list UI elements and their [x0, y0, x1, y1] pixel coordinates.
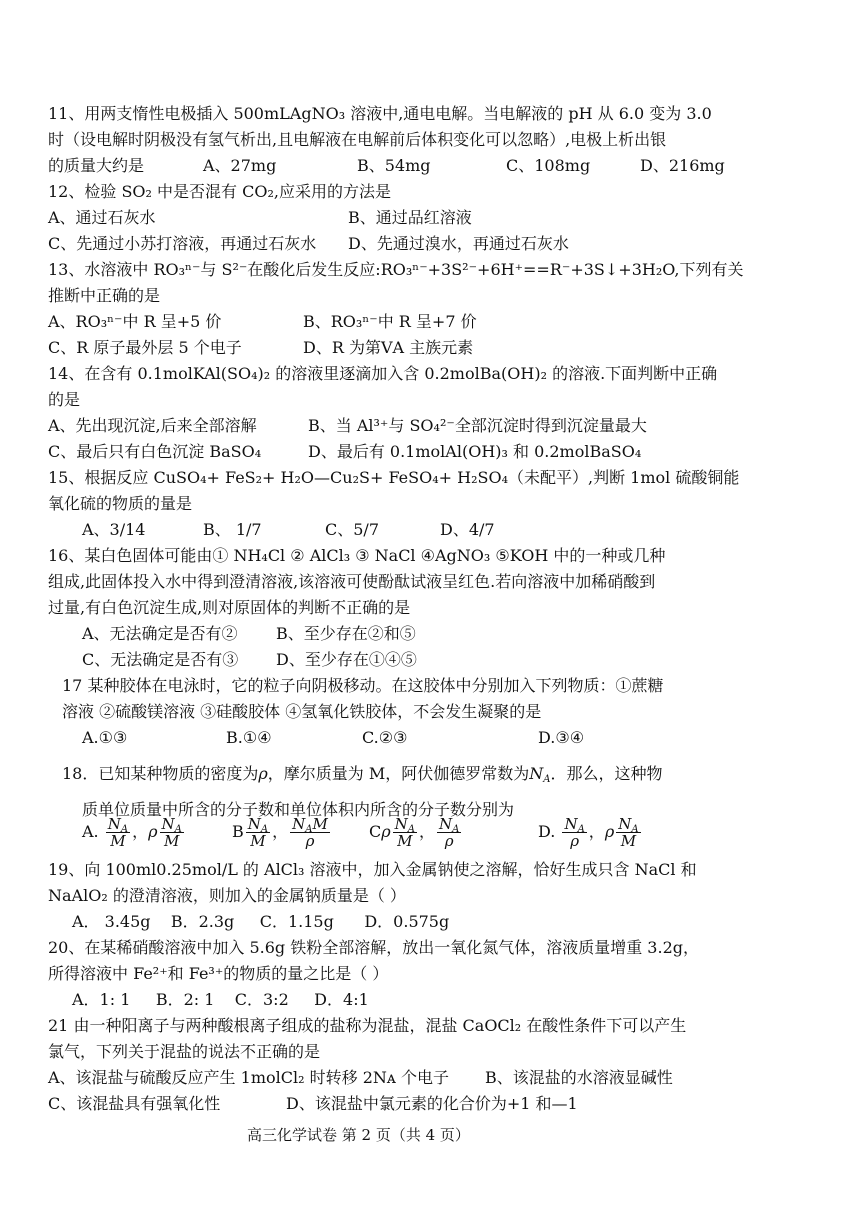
q16-option-c: C、无法确定是否有③ — [82, 650, 239, 669]
q15-line1: 15、根据反应 CuSO₄+ FeS₂+ H₂O—Cu₂S+ FeSO₄+ H₂SO₄（未配平）,判断 1mol 硫酸铜能 — [48, 468, 740, 487]
q15-option-d: D、4/7 — [440, 520, 495, 539]
q18-option-d — [538, 812, 643, 852]
q16-option-a: A、无法确定是否有② — [82, 624, 238, 643]
q17-option-d: D.③④ — [538, 728, 585, 747]
q18-text-b: ，摩尔质量为 M，阿伏伽德罗常数为 — [267, 764, 530, 783]
q13-option-b: B、RO₃ⁿ⁻中 R 呈+7 价 — [303, 312, 477, 331]
q18-option-a-label: A. — [82, 822, 99, 841]
q20-options: A．1: 1 B．2: 1 C．3:2 D．4:1 — [72, 990, 369, 1009]
q18-option-c — [369, 812, 463, 852]
q15-option-b: B、 1/7 — [203, 520, 262, 539]
q16-line2: 组成,此固体投入水中得到澄清溶液,该溶液可使酚酞试液呈红色.若向溶液中加稀硝酸到 — [48, 572, 656, 591]
q18-rho: ρ — [381, 822, 391, 841]
comma: ， — [419, 822, 436, 841]
q18-rho: ρ — [148, 822, 158, 841]
q18-option-d-label: D. — [538, 822, 556, 841]
q17-line2: 溶液 ②硫酸镁溶液 ③硅酸胶体 ④氢氧化铁胶体，不会发生凝聚的是 — [62, 702, 542, 721]
q18-rho: ρ — [258, 764, 268, 783]
q14-option-d: D、最后有 0.1molAl(OH)₃ 和 0.2molBaSO₄ — [308, 442, 642, 461]
q14-line1: 14、在含有 0.1molKAl(SO₄)₂ 的溶液里逐滴加入含 0.2molBa(OH)₂ 的溶液.下面判断中正确 — [48, 364, 718, 383]
q11-line2: 时（设电解时阴极没有氢气析出,且电解液在电解前后体积变化可以忽略）,电极上析出银 — [48, 130, 667, 149]
q18-text-c: ．那么，这种物 — [550, 764, 663, 783]
q16-line3: 过量,有白色沉淀生成,则对原固体的判断不正确的是 — [48, 598, 411, 617]
q12-option-c: C、先通过小苏打溶液，再通过石灰水 — [48, 234, 317, 253]
q15-option-a: A、3/14 — [82, 520, 146, 539]
q12-line1: 12、检验 SO₂ 中是否混有 CO₂,应采用的方法是 — [48, 182, 391, 201]
q21-line1: 21 由一种阳离子与两种酸根离子组成的盐称为混盐，混盐 CaOCl₂ 在酸性条件下可以产生 — [48, 1016, 687, 1035]
q17-option-b: B.①④ — [226, 728, 272, 747]
q15-line2: 氧化硫的物质的量是 — [48, 494, 193, 513]
q17-option-a: A.①③ — [82, 728, 128, 747]
q19-line1: 19、向 100ml0.25mol/L 的 AlCl₃ 溶液中，加入金属钠使之溶解，恰好生成只含 NaCl 和 — [48, 860, 697, 879]
q18-na-sub: A — [543, 774, 551, 785]
q18-option-a — [82, 812, 186, 852]
q16-option-d: D、至少存在①④⑤ — [276, 650, 417, 669]
q14-option-c: C、最后只有白色沉淀 BaSO₄ — [48, 442, 262, 461]
q13-option-a: A、RO₃ⁿ⁻中 R 呈+5 价 — [48, 312, 222, 331]
q13-line1: 13、水溶液中 RO₃ⁿ⁻与 S²⁻在酸化后发生反应:RO₃ⁿ⁻+3S²⁻+6H⁺==R⁻+3S↓+3H₂O,下列有关 — [48, 260, 744, 279]
q21-option-c: C、该混盐具有强氧化性 — [48, 1094, 221, 1113]
q11-option-a: A、27mg — [203, 156, 277, 175]
q12-option-a: A、通过石灰水 — [48, 208, 156, 227]
q18-line1 — [62, 764, 663, 784]
q11-line3-text: 的质量大约是 — [48, 156, 145, 175]
q21-option-a: A、该混盐与硫酸反应产生 1molCl₂ 时转移 2Nᴀ 个电子 — [48, 1068, 449, 1087]
fraction-na-over-rho: $\frac{N_A}{\rho}$ — [564, 815, 585, 850]
comma: ， — [588, 822, 605, 841]
q17-option-c: C.②③ — [362, 728, 408, 747]
q12-option-d: D、先通过溴水，再通过石灰水 — [348, 234, 569, 253]
fraction-na-over-m: $\frac{N_A}{M}$ — [247, 815, 269, 850]
q18-rho: ρ — [604, 822, 615, 841]
q11-option-c: C、108mg — [506, 156, 591, 175]
q21-line2: 氯气，下列关于混盐的说法不正确的是 — [48, 1042, 321, 1061]
q21-option-d: D、该混盐中氯元素的化合价为+1 和—1 — [286, 1094, 578, 1113]
q18-line2: 质单位质量中所含的分子数和单位体积内所含的分子数分别为 — [82, 800, 515, 819]
q14-line2: 的是 — [48, 390, 81, 409]
comma: ， — [272, 822, 289, 841]
fraction-na-over-m: $\frac{N_A}{M}$ — [161, 815, 182, 850]
fraction-na-over-rho: $\frac{N_A}{\rho}$ — [439, 815, 460, 850]
q18-option-c-label: C — [369, 822, 382, 841]
q16-option-b: B、至少存在②和⑤ — [276, 624, 416, 643]
page-footer: 高三化学试卷 第 2 页（共 4 页） — [247, 1126, 470, 1144]
q11-line3 — [48, 156, 144, 176]
q20-line1: 20、在某稀硝酸溶液中加入 5.6g 铁粉全部溶解，放出一氧化氮气体，溶液质量增重 3.2g， — [48, 938, 699, 957]
q14-option-b: B、当 Al³⁺与 SO₄²⁻全部沉淀时得到沉淀量最大 — [308, 416, 647, 435]
q13-option-d: D、R 为第ⅤA 主族元素 — [303, 338, 474, 357]
q16-line1: 16、某白色固体可能由① NH₄Cl ② AlCl₃ ③ NaCl ④AgNO₃ ⑤KOH 中的一种或几种 — [48, 546, 666, 565]
fraction-na-over-m: $\frac{N_A}{M}$ — [107, 815, 129, 850]
q11-option-b: B、54mg — [357, 156, 431, 175]
q18-option-b — [232, 812, 332, 852]
q18-option-b-label: B — [232, 822, 244, 841]
q18-text-a: 18．已知某种物质的密度为 — [62, 764, 259, 783]
q13-line2: 推断中正确的是 — [48, 286, 161, 305]
fraction-na-over-m: $\frac{N_A}{M}$ — [618, 815, 639, 850]
q19-options: A． 3.45g B．2.3g C．1.15g D．0.575g — [72, 912, 450, 931]
q14-option-a: A、先出现沉淀,后来全部溶解 — [48, 416, 257, 435]
q20-line2: 所得溶液中 Fe²⁺和 Fe³⁺的物质的量之比是（ ） — [48, 964, 389, 983]
q19-line2: NaAlO₂ 的澄清溶液，则加入的金属钠质量是（ ） — [48, 886, 406, 905]
q12-option-b: B、通过品红溶液 — [348, 208, 472, 227]
fraction-nam-over-rho: $\frac{N_AM}{\rho}$ — [292, 815, 328, 850]
comma: ， — [132, 822, 149, 841]
q18-na: N — [529, 764, 544, 783]
q13-option-c: C、R 原子最外层 5 个电子 — [48, 338, 242, 357]
fraction-na-over-m: $\frac{N_A}{M}$ — [394, 815, 416, 850]
q15-option-c: C、5/7 — [325, 520, 379, 539]
q11-line1: 11、用两支惰性电极插入 500mLAgNO₃ 溶液中,通电电解。当电解液的 pH 从 6.0 变为 3.0 — [48, 104, 712, 123]
q17-line1: 17 某种胶体在电泳时，它的粒子向阴极移动。在这胶体中分别加入下列物质：①蔗糖 — [62, 676, 664, 695]
q11-option-d: D、216mg — [640, 156, 725, 175]
q21-option-b: B、该混盐的水溶液显碱性 — [485, 1068, 673, 1087]
